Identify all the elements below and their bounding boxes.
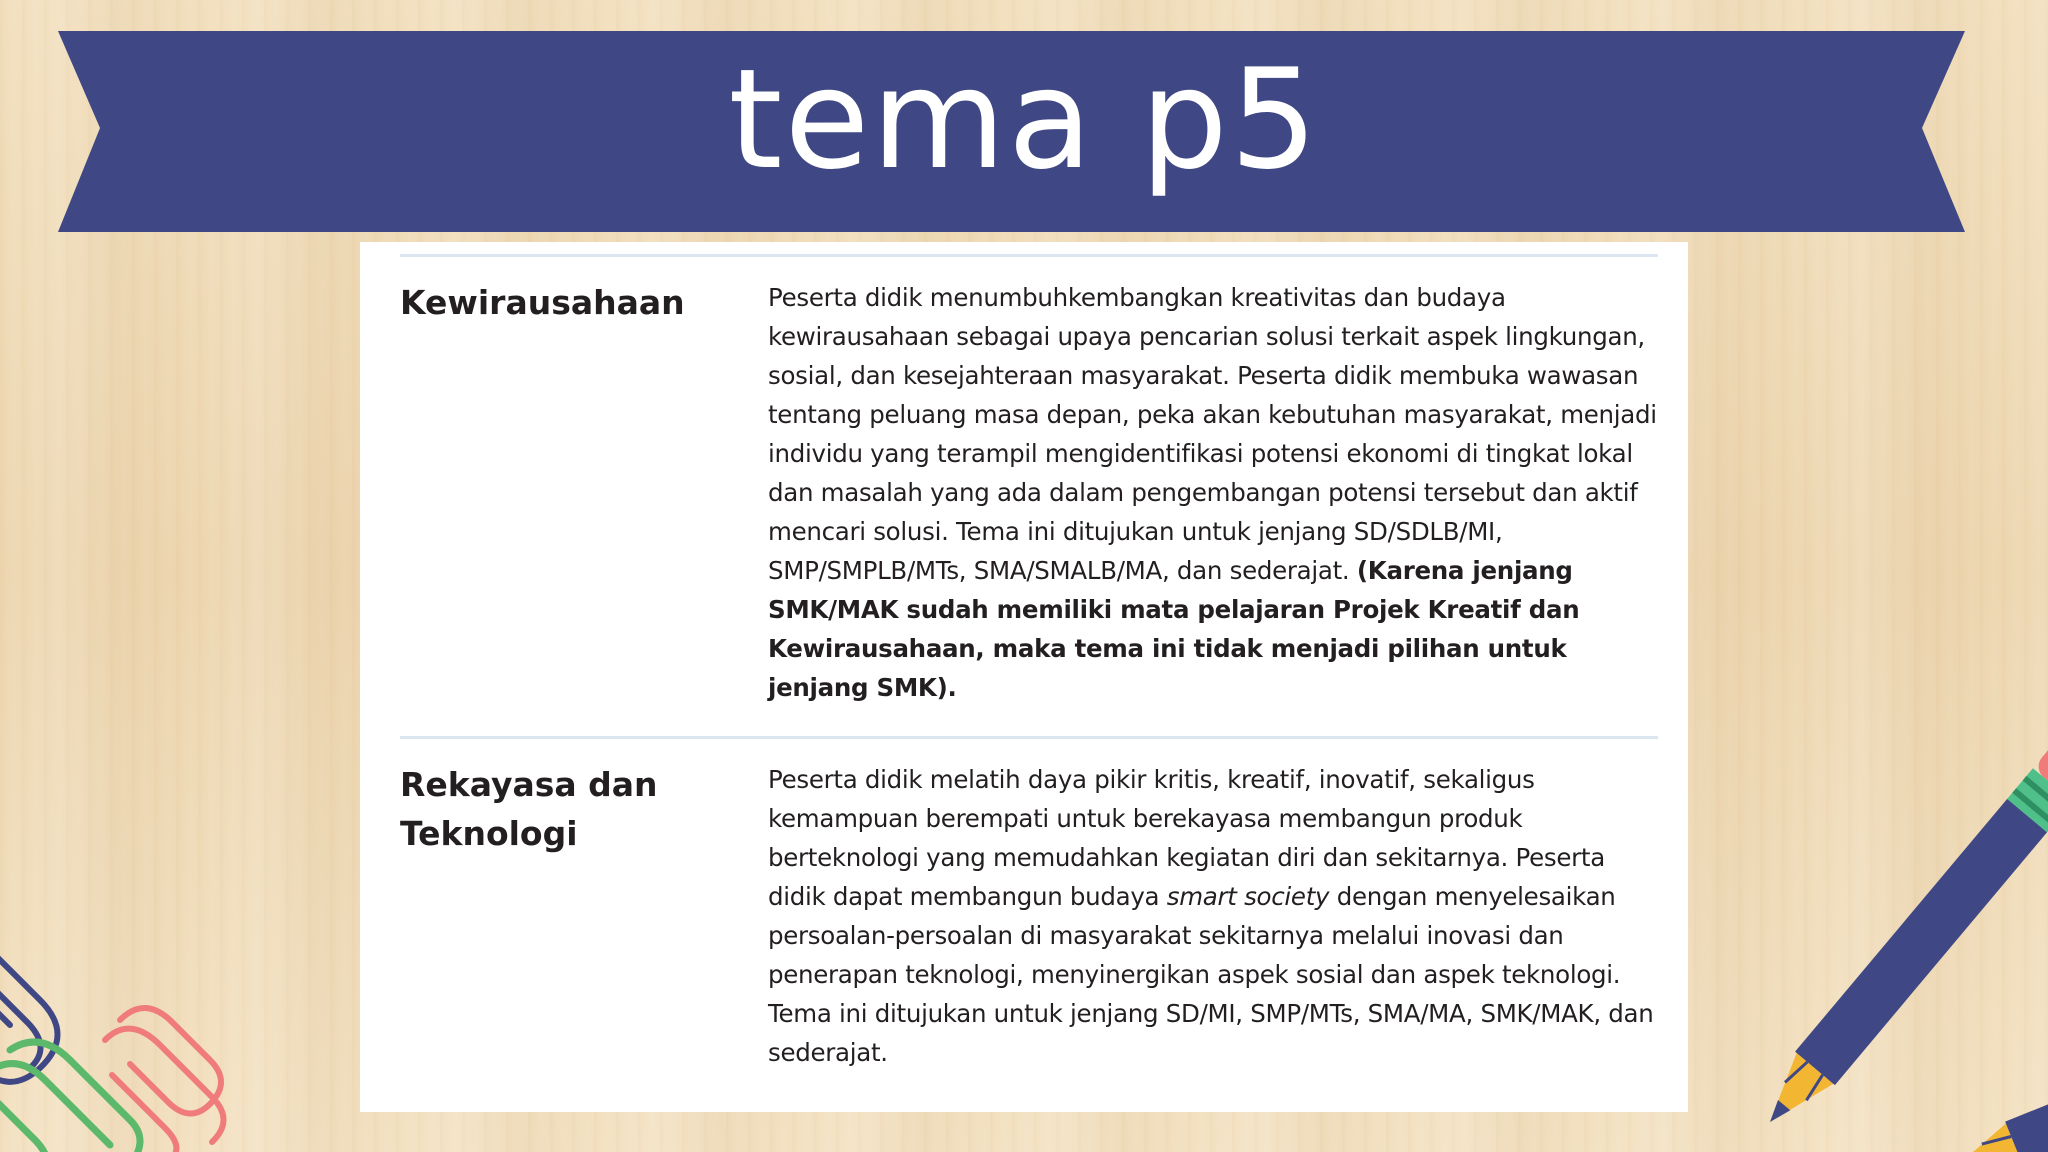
themes-table (360, 242, 1688, 1112)
description-text: Peserta didik melatih daya pikir kritis, kreatif, inovatif, sekaligus kemampuan berempati untuk berekayasa membangun produk berteknologi yang memudahkan kegiatan diri dan sekitarnya. Peserta didik dapat membangun budaya (768, 765, 1605, 911)
theme-description (768, 278, 1668, 707)
description-bold-note: (Karena jenjang SMK/MAK sudah memiliki mata pelajaran Projek Kreatif dan Kewirausahaan, maka tema ini tidak menjadi pilihan untuk jenjang SMK). (768, 556, 1580, 702)
theme-description (768, 760, 1668, 1072)
description-text: Peserta didik menumbuhkembangkan kreativitas dan budaya kewirausahaan sebagai upaya pencarian solusi terkait aspek lingkungan, sosial, dan kesejahteraan masyarakat. Peserta didik membuka wawasan tentang peluang masa depan, peka akan kebutuhan masyarakat, menjadi individu yang terampil mengidentifikasi potensi ekonomi di tingkat lokal dan masalah yang ada dalam pengembangan potensi tersebut dan aktif mencari solusi. Tema ini ditujukan untuk jenjang SD/SDLB/MI, SMP/SMPLB/MTs, SMA/SMALB/MA, dan sederajat. (768, 283, 1657, 585)
table-divider (400, 736, 1658, 739)
description-text-continued: dengan menyelesaikan persoalan-persoalan di masyarakat sekitarnya melalui inovasi dan penerapan teknologi, menyinergikan aspek sosial dan aspek teknologi. Tema ini ditujukan untuk jenjang SD/MI, SMP/MTs, SMA/MA, SMK/MAK, dan sederajat. (768, 882, 1654, 1067)
theme-name-line-1: Rekayasa dan (400, 765, 658, 804)
theme-name (400, 760, 730, 858)
theme-name: Kewirausahaan (400, 283, 685, 322)
paperclip-icon (0, 930, 58, 1082)
paperclip-icon (105, 1008, 224, 1152)
theme-name-line-2: Teknologi (400, 814, 578, 853)
description-italic-term: smart society (1166, 882, 1330, 911)
page-title: tema p5 (728, 39, 1320, 200)
pencil-icon (1750, 739, 2048, 1139)
paperclip-icon (0, 1042, 140, 1152)
pencil-icon (1940, 1024, 2048, 1152)
table-divider (400, 254, 1658, 257)
